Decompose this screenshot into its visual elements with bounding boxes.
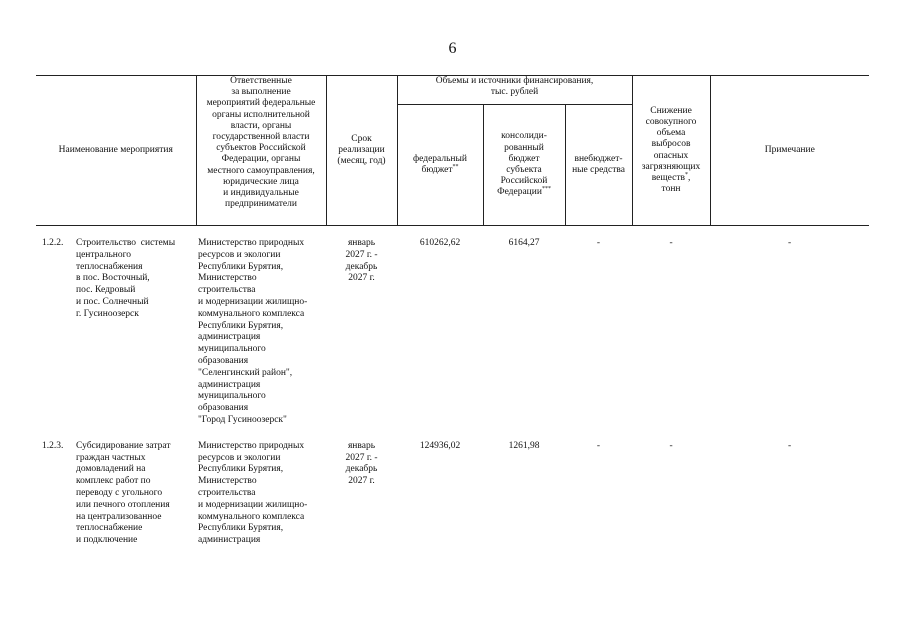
header-responsible: Ответственные за выполнение мероприятий федеральные органы исполнительной власти, органы государственной власти субъектов Российской Федерации, органы местного самоуправления, юридические лица и индивидуальные предприниматели bbox=[196, 76, 326, 226]
responsible-cell: Министерство природных ресурсов и экологии Республики Бурятия, Министерство строительства и модернизации жилищно- коммунального комплекса Республики Бурятия, администрация bbox=[198, 440, 308, 546]
extrabudget-cell: - bbox=[596, 238, 601, 248]
header-financing: Объемы и источники финансирования, тыс. рублей bbox=[397, 76, 632, 105]
extrabudget-cell: - bbox=[596, 440, 601, 451]
table-row bbox=[36, 238, 869, 427]
measure-name: центрального теплоснабжения в пос. Восточный, пос. Кедровый и пос. Солнечный г. Гусиноозерск bbox=[76, 249, 150, 319]
header-measure-name: Наименование мероприятия bbox=[36, 76, 196, 226]
table-header bbox=[36, 76, 869, 226]
period-cell: январь 2027 г. - декабрь 2027 г. bbox=[345, 440, 378, 487]
measure-number: 1.2.2. bbox=[42, 238, 64, 248]
header-extrabudget: внебюджет- ные средства bbox=[565, 105, 632, 226]
federal-budget-cell: 610262,62 bbox=[419, 238, 461, 248]
measures-table bbox=[36, 75, 869, 547]
regional-budget-cell: 1261,98 bbox=[508, 440, 540, 451]
measures-table-wrapper bbox=[36, 75, 869, 547]
measure-name: граждан частных домовладений на комплекс работ по переводу с угольного или печного отопления на централизованное теплоснабжение и подключение bbox=[76, 452, 170, 546]
responsible-cell: Министерство природных ресурсов и экологии Республики Бурятия, Министерство строительства и модернизации жилищно- коммунального комплекса Республики Бурятия, администрация муниципального образования "Селенгинский район", администрация муниципального образования "Город Гусиноозерск" bbox=[198, 238, 308, 425]
measure-name-first: Строительство системы bbox=[76, 238, 176, 248]
header-regional-budget: консолиди- рованный бюджет субъекта Российской Федерации*** bbox=[483, 105, 565, 226]
federal-budget-cell: 124936,02 bbox=[419, 440, 461, 451]
emission-reduction-cell: - bbox=[669, 440, 673, 451]
table-body bbox=[36, 226, 869, 547]
note-cell: - bbox=[787, 238, 792, 248]
header-federal-budget: федеральный бюджет** bbox=[397, 105, 483, 226]
header-emission-reduction: Снижение совокупного объема выбросов опасных загрязняющих веществ*, тонн bbox=[632, 76, 710, 226]
regional-budget-cell: 6164,27 bbox=[508, 238, 540, 248]
emission-reduction-cell: - bbox=[669, 238, 673, 248]
header-note: Примечание bbox=[710, 76, 869, 226]
note-cell: - bbox=[787, 440, 792, 451]
measure-cell bbox=[36, 441, 196, 547]
page-number: 6 bbox=[448, 40, 457, 57]
measure-number: 1.2.3. bbox=[42, 440, 64, 451]
header-period: Срок реализации (месяц, год) bbox=[326, 76, 397, 226]
table-row bbox=[36, 441, 869, 547]
measure-cell bbox=[36, 238, 196, 427]
measure-name-first: Субсидирование затрат bbox=[76, 440, 171, 451]
period-cell: январь 2027 г. - декабрь 2027 г. bbox=[345, 238, 378, 284]
